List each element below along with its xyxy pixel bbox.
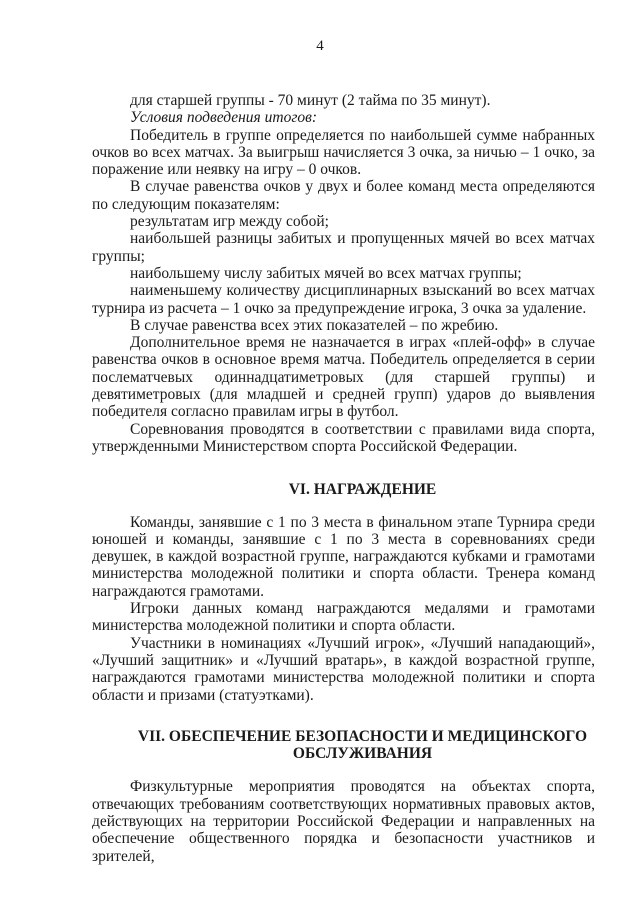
list-item: результатам игр между собой; (130, 213, 329, 231)
list-item: наибольшему числу забитых мячей во всех матчах группы; (130, 264, 522, 282)
list-item: наименьшему количеству дисциплинарных взысканий во всех матчах турнира из расчета – 1 очко за предупреждение игрока, 3 очка за удаление. (92, 282, 595, 317)
subheading-results-conditions: Условия подведения итогов: (130, 109, 318, 127)
list-item: наибольшей разницы забитых и пропущенных мячей во всех матчах группы; (92, 230, 595, 265)
paragraph: В случае равенства всех этих показателей – по жребию. (130, 316, 499, 334)
paragraph: Участники в номинациях «Лучший игрок», «Лучший нападающий», «Лучший защитник» и «Лучший вратарь», в каждой возрастной группе, награждаются грамотами министерства молодежной политики и спорта области и призами (статуэтками). (92, 634, 595, 704)
paragraph: Соревнования проводятся в соответствии с правилами вида спорта, утвержденными Министерством спорта Российской Федерации. (92, 420, 595, 455)
page-number: 4 (316, 38, 324, 54)
document-body (92, 92, 595, 865)
section-heading-line: ОБСЛУЖИВАНИЯ (292, 745, 433, 763)
paragraph: Команды, занявшие с 1 по 3 места в финальном этапе Турнира среди юношей и команды, занявшие с 1 по 3 места в соревнованиях среди девушек, в каждой возрастной группе, награждаются кубками и грамотами министерства молодежной политики и спорта области. Тренера команд награждаются грамотами. (92, 513, 595, 600)
paragraph: для старшей группы - 70 минут (2 тайма по 35 минут). (130, 92, 491, 109)
section-heading-line: VII. ОБЕСПЕЧЕНИЕ БЕЗОПАСНОСТИ И МЕДИЦИНСКОГО (137, 727, 588, 745)
section-heading-safety (92, 728, 595, 763)
paragraph: Победитель в группе определяется по наибольшей сумме набранных очков во всех матчах. За выигрыш начисляется 3 очка, за ничью – 1 очко, за поражение или неявку на игру – 0 очков. (92, 126, 595, 179)
paragraph: Игроки данных команд награждаются медалями и грамотами министерства молодежной политики и спорта области. (92, 600, 595, 635)
section-heading-awards: VI. НАГРАЖДЕНИЕ (288, 481, 437, 499)
paragraph: Дополнительное время не назначается в играх «плей-офф» в случае равенства очков в основное время матча. Победитель определяется в серии послематчевых одиннадцатиметровых (для старшей группы) и девятиметровых (для младшей и средней групп) ударов до выявления победителя согласно правилам игры в футбол. (92, 334, 595, 421)
paragraph: В случае равенства очков у двух и более команд места определяются по следующим показателям: (92, 178, 595, 213)
paragraph: Физкультурные мероприятия проводятся на объектах спорта, отвечающих требованиям соответствующих нормативных правовых актов, действующих на территории Российской Федерации и направленных на обеспечение общественного порядка и безопасности участников и зрителей, (92, 778, 595, 865)
